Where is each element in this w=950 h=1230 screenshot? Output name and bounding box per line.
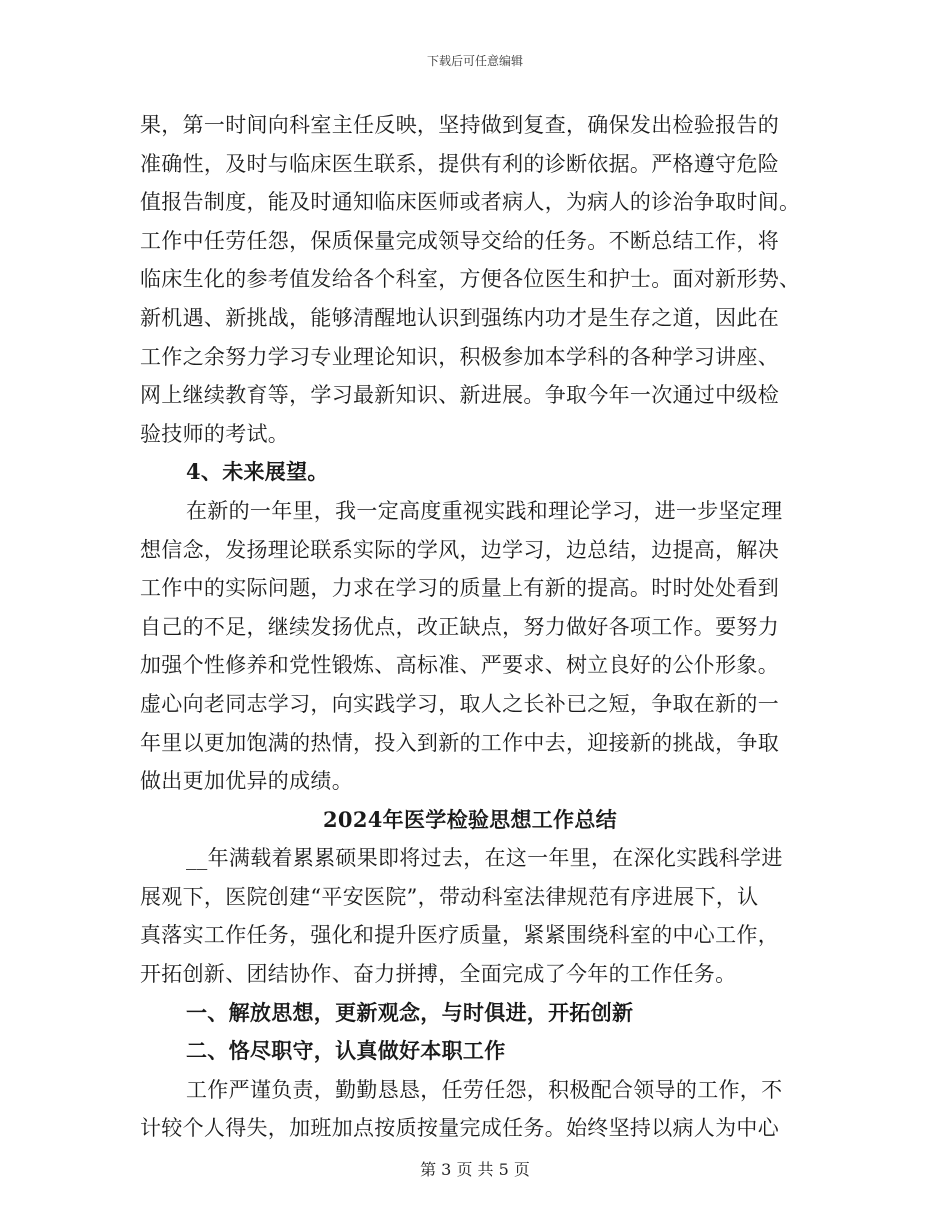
body-line: 想信念，发扬理论联系实际的学风，边学习，边总结，边提高，解决 [140,537,779,562]
page-header: 下载后可任意编辑 [426,54,523,68]
body-line: 准确性，及时与临床医生联系，提供有利的诊断依据。严格遵守危险 [140,151,779,176]
body-line: 开拓创新、团结协作、奋力拼搏，全面完成了今年的工作任务。 [140,962,737,987]
body-line: 计较个人得失，加班加点按质按量完成任务。始终坚持以病人为中心 [140,1116,779,1141]
body-line: 在新的一年里，我一定高度重视实践和理论学习，进一步坚定理 [186,498,783,523]
body-line: 年里以更加饱满的热情，投入到新的工作中去，迎接新的挑战，争取 [140,730,779,755]
body-line: 真落实工作任务，强化和提升医疗质量，紧紧围绕科室的中心工作， [140,923,779,948]
body-line: 工作中的实际问题，力求在学习的质量上有新的提高。时时处处看到 [140,576,779,601]
body-line: 自己的不足，继续发扬优点，改正缺点，努力做好各项工作。要努力 [140,614,779,639]
body-line: 果，第一时间向科室主任反映，坚持做到复查，确保发出检验报告的 [140,113,779,137]
document-body [140,106,800,1148]
body-line: __年满载着累累硕果即将过去，在这一年里，在深化实践科学进 [186,846,783,871]
body-line: 临床生化的参考值发给各个科室，方便各位医生和护士。面对新形势、 [140,267,801,292]
section-heading: 4、未来展望。 [186,459,329,485]
body-line: 新机遇、新挑战，能够清醒地认识到强练内功才是生存之道，因此在 [140,305,779,330]
body-line: 工作严谨负责，勤勤恳恳，任劳任怨，积极配合领导的工作，不 [186,1077,783,1102]
body-line: 虚心向老同志学习，向实践学习，取人之长补已之短，争取在新的一 [140,691,779,716]
section-heading: 二、恪尽职守，认真做好本职工作 [186,1038,506,1064]
document-title: 2024年医学检验思想工作总结 [323,806,617,832]
page-footer: 第 3 页 共 5 页 [420,1160,530,1179]
body-line: 网上继续教育等，学习最新知识、新进展。争取今年一次通过中级检 [140,383,779,408]
body-line: 做出更加优异的成绩。 [140,769,353,794]
body-line: 展观下，医院创建“平安医院”，带动科室法律规范有序进展下，认 [140,884,759,909]
body-line: 工作中任劳任怨，保质保量完成领导交给的任务。不断总结工作，将 [140,228,779,253]
body-line: 验技师的考试。 [140,421,290,446]
body-line: 值报告制度，能及时通知临床医师或者病人，为病人的诊治争取时间。 [140,190,801,215]
body-line: 加强个性修养和党性锻炼、高标准、严要求、树立良好的公仆形象。 [140,653,779,678]
section-heading: 一、解放思想，更新观念，与时俱进，开拓创新 [186,999,634,1025]
body-line: 工作之余努力学习专业理论知识，积极参加本学科的各种学习讲座、 [140,344,779,369]
